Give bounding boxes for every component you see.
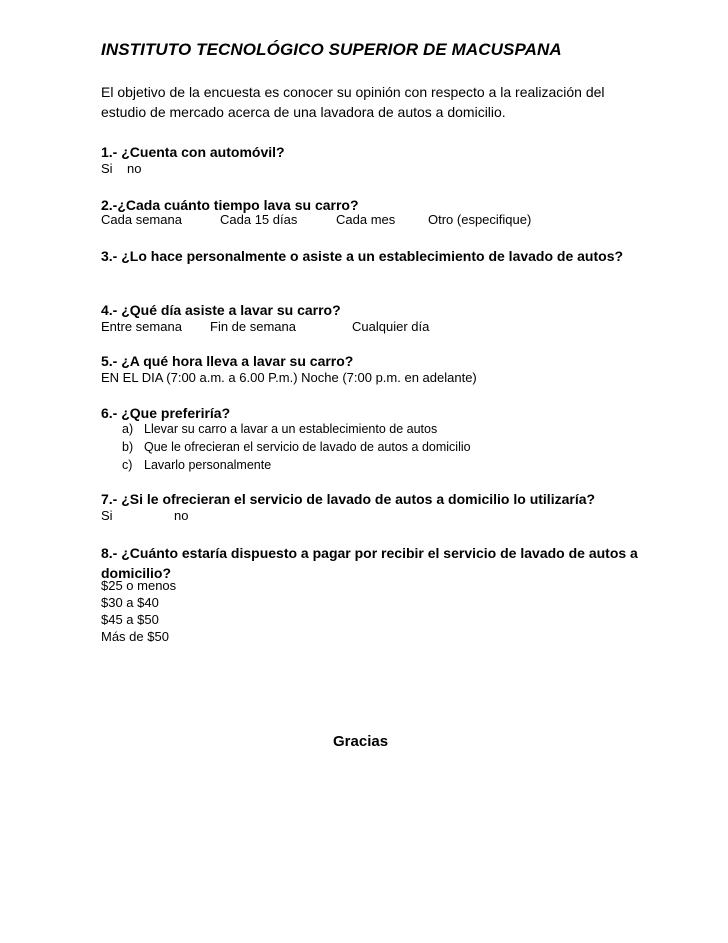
list-marker: c) — [122, 458, 133, 472]
option-weekly[interactable]: Cada semana — [101, 212, 182, 227]
option-time-line[interactable]: EN EL DIA (7:00 a.m. a 6.00 P.m.) Noche (7:00 p.m. en adelante) — [101, 370, 477, 385]
document-title: INSTITUTO TECNOLÓGICO SUPERIOR DE MACUSPANA — [101, 40, 562, 59]
question-2: 2.-¿Cada cuánto tiempo lava su carro? — [101, 197, 359, 213]
option-si[interactable]: Si — [101, 508, 113, 523]
list-marker: b) — [122, 440, 134, 454]
question-7: 7.- ¿Si le ofrecieran el servicio de lavado de autos a domicilio lo utilizaría? — [101, 491, 596, 507]
question-4: 4.- ¿Qué día asiste a lavar su carro? — [101, 302, 341, 318]
option-price[interactable]: $45 a $50 — [101, 612, 159, 627]
option-no[interactable]: no — [127, 161, 142, 176]
option-price[interactable]: Más de $50 — [101, 629, 169, 644]
list-item[interactable] — [122, 438, 471, 456]
list-item-label: Llevar su carro a lavar a un establecimiento de autos — [144, 422, 438, 436]
option-biweekly[interactable]: Cada 15 días — [220, 212, 298, 227]
question-6-options — [122, 420, 471, 474]
option-any-day[interactable]: Cualquier día — [352, 319, 430, 334]
list-item-label: Lavarlo personalmente — [144, 458, 272, 472]
option-price[interactable]: $30 a $40 — [101, 595, 159, 610]
option-monthly[interactable]: Cada mes — [336, 212, 396, 227]
question-1: 1.- ¿Cuenta con automóvil? — [101, 144, 285, 160]
question-6: 6.- ¿Que preferiría? — [101, 405, 231, 421]
question-3: 3.- ¿Lo hace personalmente o asiste a un establecimiento de lavado de autos? — [101, 248, 624, 264]
question-8-options — [101, 577, 176, 645]
intro-line: estudio de mercado acerca de una lavadora de autos a domicilio. — [101, 104, 506, 120]
question-5: 5.- ¿A qué hora lleva a lavar su carro? — [101, 353, 354, 369]
closing-text: Gracias — [333, 733, 389, 750]
option-weekday[interactable]: Entre semana — [101, 319, 182, 334]
list-item[interactable] — [122, 420, 471, 438]
intro-line: El objetivo de la encuesta es conocer su opinión con respecto a la realización del — [101, 84, 605, 100]
list-item-label: Que le ofrecieran el servicio de lavado de autos a domicilio — [144, 440, 471, 454]
option-si[interactable]: Si — [101, 161, 113, 176]
intro-paragraph — [101, 82, 641, 122]
option-other[interactable]: Otro (especifique) — [428, 212, 532, 227]
question-8: 8.- ¿Cuánto estaría dispuesto a pagar por recibir el servicio de lavado de autos a domicilio? — [101, 545, 638, 581]
option-price[interactable]: $25 o menos — [101, 578, 177, 593]
list-marker: a) — [122, 422, 134, 436]
option-weekend[interactable]: Fin de semana — [210, 319, 296, 334]
list-item[interactable] — [122, 456, 471, 474]
option-no[interactable]: no — [174, 508, 189, 523]
